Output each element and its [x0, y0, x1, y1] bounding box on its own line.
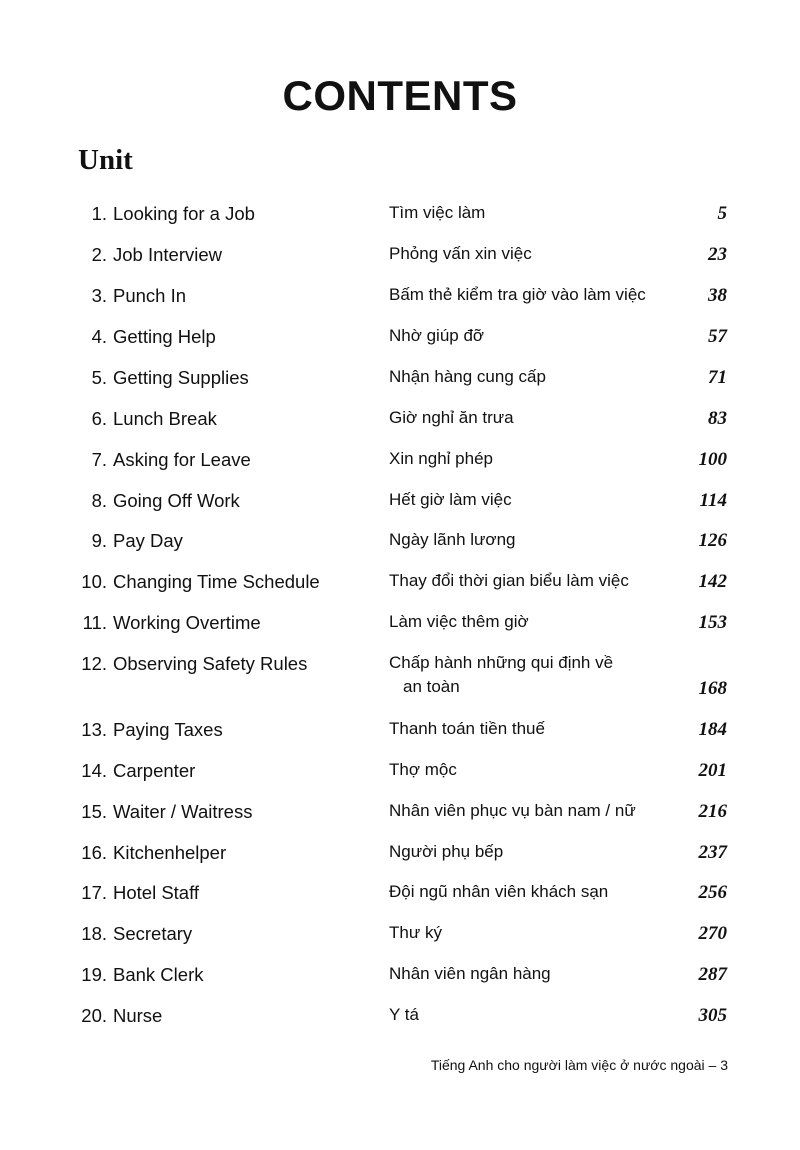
- unit-title-english: Carpenter: [113, 760, 196, 781]
- page-number: 57: [708, 326, 727, 347]
- unit-number: 8.: [91, 490, 107, 511]
- unit-title-english: Looking for a Job: [113, 203, 255, 224]
- page-number: 114: [699, 490, 727, 511]
- page-number: 23: [708, 244, 727, 265]
- unit-title-english: Pay Day: [113, 530, 183, 551]
- unit-number: 15.: [81, 801, 107, 822]
- unit-title-vietnamese: Phỏng vấn xin việc: [389, 244, 532, 263]
- unit-title-vietnamese: Thợ mộc: [389, 760, 457, 779]
- unit-title-vietnamese: Giờ nghỉ ăn trưa: [389, 408, 514, 427]
- page-number: 305: [698, 1005, 727, 1026]
- unit-title-english: Working Overtime: [113, 612, 261, 633]
- unit-title-english: Secretary: [113, 923, 193, 944]
- unit-title-vietnamese: Xin nghỉ phép: [389, 449, 493, 468]
- unit-number: 16.: [81, 842, 107, 863]
- page-number: 153: [698, 612, 727, 633]
- unit-title-english: Asking for Leave: [113, 449, 251, 470]
- unit-title-english: Lunch Break: [113, 408, 217, 429]
- unit-number: 13.: [81, 719, 107, 740]
- unit-number: 5.: [91, 367, 107, 388]
- unit-number: 1.: [91, 203, 107, 224]
- page-number: 168: [698, 678, 727, 699]
- unit-number: 12.: [81, 653, 107, 674]
- unit-number: 3.: [91, 285, 107, 306]
- unit-title-english: Getting Help: [113, 326, 216, 347]
- unit-heading: Unit: [78, 144, 133, 176]
- page-number: 256: [698, 882, 727, 903]
- unit-title-vietnamese: Người phụ bếp: [389, 842, 504, 861]
- unit-title-english: Hotel Staff: [113, 882, 200, 903]
- unit-title-vietnamese: Nhận hàng cung cấp: [389, 367, 546, 386]
- page-title: CONTENTS: [282, 72, 518, 119]
- unit-title-vietnamese: Hết giờ làm việc: [389, 490, 512, 509]
- unit-title-vietnamese-line2: an toàn: [403, 677, 460, 696]
- unit-title-english: Nurse: [113, 1005, 163, 1026]
- unit-title-vietnamese: Bấm thẻ kiểm tra giờ vào làm việc: [389, 285, 646, 304]
- page-number: 287: [698, 964, 727, 985]
- unit-title-english: Observing Safety Rules: [113, 653, 308, 674]
- page-number: 184: [698, 719, 727, 740]
- unit-title-vietnamese: Nhờ giúp đỡ: [389, 326, 485, 345]
- unit-title-vietnamese-line1: Chấp hành những qui định về: [389, 653, 614, 672]
- page-number: 270: [698, 923, 727, 944]
- unit-title-vietnamese: Nhân viên ngân hàng: [389, 964, 551, 983]
- unit-number: 19.: [81, 964, 107, 985]
- unit-title-vietnamese: [389, 653, 689, 697]
- page-footer: Tiếng Anh cho người làm việc ở nước ngoài – 3: [430, 1057, 728, 1073]
- unit-number: 17.: [81, 882, 107, 903]
- unit-number: 14.: [81, 760, 107, 781]
- unit-title-english: Waiter / Waitress: [113, 801, 253, 822]
- page-number: 5: [717, 203, 727, 224]
- page-number: 83: [708, 408, 727, 429]
- unit-title-vietnamese: Y tá: [389, 1005, 419, 1024]
- page-number: 38: [708, 285, 727, 306]
- unit-title-english: Changing Time Schedule: [113, 571, 320, 592]
- unit-number: 4.: [91, 326, 107, 347]
- unit-number: 20.: [81, 1005, 107, 1026]
- page-number: 71: [708, 367, 727, 388]
- unit-title-vietnamese: Ngày lãnh lương: [389, 530, 516, 549]
- unit-title-vietnamese: Nhân viên phục vụ bàn nam / nữ: [389, 801, 636, 820]
- unit-title-english: Paying Taxes: [113, 719, 223, 740]
- unit-number: 11.: [82, 612, 107, 633]
- page-number: 126: [698, 530, 727, 551]
- unit-title-english: Punch In: [113, 285, 187, 306]
- unit-title-vietnamese: Thay đổi thời gian biểu làm việc: [389, 571, 629, 590]
- page-number: 216: [698, 801, 727, 822]
- unit-title-english: Job Interview: [113, 244, 222, 265]
- unit-number: 18.: [81, 923, 107, 944]
- unit-title-english: Getting Supplies: [113, 367, 249, 388]
- unit-number: 9.: [91, 530, 107, 551]
- page-number: 201: [698, 760, 727, 781]
- page-number: 142: [698, 571, 727, 592]
- unit-number: 7.: [91, 449, 107, 470]
- unit-title-vietnamese: Thư ký: [389, 923, 442, 942]
- unit-title-english: Kitchenhelper: [113, 842, 227, 863]
- unit-title-vietnamese: Làm việc thêm giờ: [389, 612, 529, 631]
- unit-number: 6.: [91, 408, 107, 429]
- unit-title-english: Going Off Work: [113, 490, 240, 511]
- page-number: 100: [698, 449, 727, 470]
- unit-number: 10.: [81, 571, 107, 592]
- unit-title-vietnamese: Đội ngũ nhân viên khách sạn: [389, 882, 609, 901]
- unit-title-english: Bank Clerk: [113, 964, 204, 985]
- page-number: 237: [698, 842, 727, 863]
- unit-number: 2.: [91, 244, 107, 265]
- unit-title-vietnamese: Thanh toán tiền thuế: [389, 719, 545, 738]
- unit-title-vietnamese: Tìm việc làm: [389, 203, 486, 222]
